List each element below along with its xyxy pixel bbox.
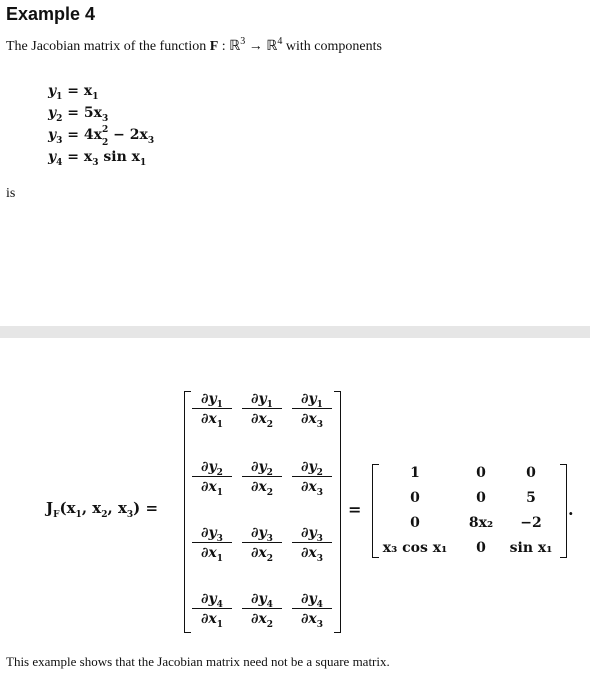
component-equation: $y_4 = x_3$ $\sin x_1$ — [48, 149, 147, 168]
example-heading: Example 4 — [6, 4, 96, 24]
intro-colon: : — [221, 39, 226, 54]
partial-derivative-entry: $\frac{\partial y_1}{\partial x_3}$ — [292, 390, 332, 427]
matrix-entry: 0 — [476, 490, 486, 506]
matrix-entry: 1 — [410, 465, 420, 481]
matrix-entry: −2 — [520, 515, 542, 531]
section-divider — [0, 326, 590, 338]
partial-derivative-entry: $\frac{\partial y_3}{\partial x_3}$ — [292, 524, 332, 561]
matrix-entry: x₃ cos x₁ — [382, 540, 448, 556]
matrix-entry: 0 — [476, 465, 486, 481]
right-bracket — [334, 391, 341, 633]
partial-derivative-entry: $\frac{\partial y_4}{\partial x_2}$ — [242, 590, 282, 627]
is-text: is — [6, 186, 16, 201]
result-right-bracket — [560, 464, 567, 558]
result-left-bracket — [372, 464, 379, 558]
domain-symbol: ℝ — [229, 38, 241, 54]
matrix-entry: 8x₂ — [468, 515, 494, 531]
closing-text: This example shows that the Jacobian matrix need not be a square matrix. — [6, 654, 390, 669]
matrix-entry: 0 — [476, 540, 486, 556]
maps-to-arrow: → — [248, 39, 263, 54]
codomain-symbol: ℝ — [266, 38, 278, 54]
matrix-entry: 5 — [526, 490, 536, 506]
matrix-entry: 0 — [410, 490, 420, 506]
component-equations — [48, 80, 154, 168]
domain-exponent: 3 — [240, 36, 246, 47]
partial-derivative-entry: $\frac{\partial y_4}{\partial x_3}$ — [292, 590, 332, 627]
partial-derivative-entry: $\frac{\partial y_1}{\partial x_1}$ — [192, 390, 232, 427]
codomain-exponent: 4 — [277, 36, 283, 47]
left-bracket — [184, 391, 191, 633]
partial-derivative-entry: $\frac{\partial y_2}{\partial x_1}$ — [192, 458, 232, 495]
function-name: F — [209, 39, 219, 54]
intro-prefix: The Jacobian matrix of the function — [6, 39, 207, 54]
equals-sign: = — [348, 500, 362, 519]
partial-derivative-entry: $\frac{\partial y_2}{\partial x_3}$ — [292, 458, 332, 495]
matrix-entry: 0 — [526, 465, 536, 481]
jacobian-label: $J_F(x_1$, $x_2$, $x_3$) = — [46, 499, 159, 520]
intro-text — [6, 38, 382, 55]
intro-suffix: with components — [285, 39, 382, 54]
matrix-entry: sin x₁ — [509, 540, 553, 556]
partial-derivative-entry: $\frac{\partial y_3}{\partial x_2}$ — [242, 524, 282, 561]
partial-derivative-entry: $\frac{\partial y_4}{\partial x_1}$ — [192, 590, 232, 627]
partial-derivative-entry: $\frac{\partial y_2}{\partial x_2}$ — [242, 458, 282, 495]
component-equation: $y_2 = 5x_3$ — [48, 105, 109, 124]
partial-derivative-entry: $\frac{\partial y_1}{\partial x_2}$ — [242, 390, 282, 427]
component-equation: $y_3 = 4x^2$ 2 − $2x_3$ — [48, 125, 155, 148]
period: . — [568, 500, 574, 519]
component-equation: $y_1 = x_1$ — [48, 83, 99, 102]
partial-derivative-entry: $\frac{\partial y_3}{\partial x_1}$ — [192, 524, 232, 561]
matrix-entry: 0 — [410, 515, 420, 531]
